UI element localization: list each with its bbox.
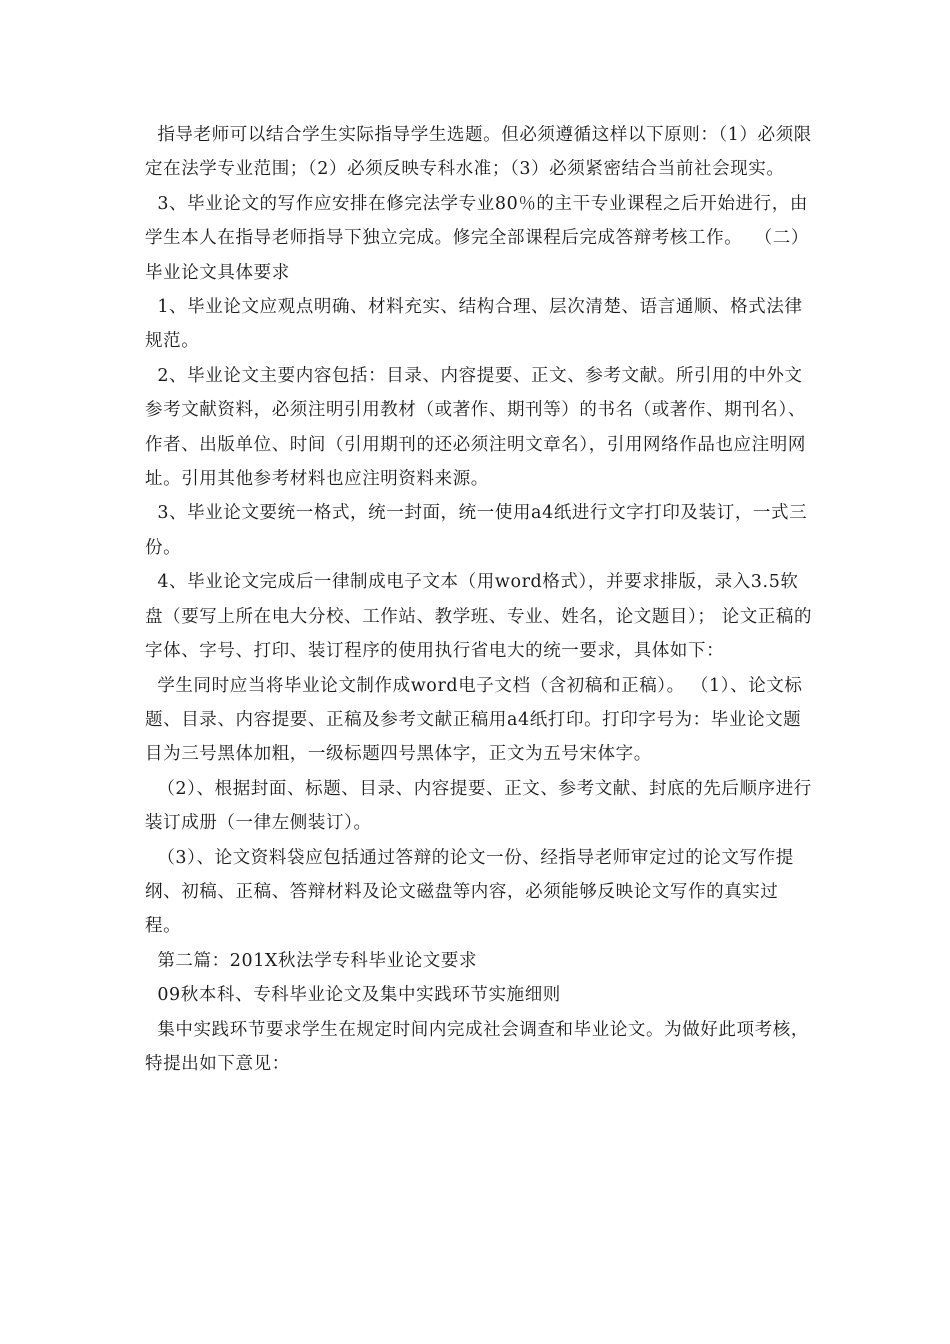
- paragraph-requirement-4: 4、毕业论文完成后一律制成电子文本（用word格式），并要求排版，录入3.5软盘（要写上所在电大分校、工作站、教学班、专业、姓名，论文题目）； 论文正稿的字体、字号、打印、装订程序的使用执行省电大的统一要求，具体如下：: [145, 572, 813, 662]
- paragraph-electronic-document: 学生同时应当将毕业论文制作成word电子文档（含初稿和正稿）。 （1）、论文标题、目录、内容提要、正稿及参考文献正稿用a4纸打印。打印字号为：毕业论文题目为三号黑体加粗，一级标题四号黑体字，正文为五号宋体字。: [145, 675, 803, 765]
- paragraph-practice-intro: 集中实践环节要求学生在规定时间内完成社会调查和毕业论文。为做好此项考核，特提出如下意见：: [145, 1019, 809, 1074]
- paragraph-writing-schedule: 3、毕业论文的写作应安排在修完法学专业80％的主干专业课程之后开始进行，由学生本人在指导老师指导下独立完成。修完全部课程后完成答辩考核工作。 （二）毕业论文具体要求: [145, 193, 809, 283]
- document-body: [145, 118, 813, 1081]
- section-heading-part-two: 第二篇：201X秋法学专科毕业论文要求: [145, 950, 478, 971]
- paragraph-binding-order: （2）、根据封面、标题、目录、内容提要、正文、参考文献、封底的先后顺序进行装订成册（一律左侧装订）。: [145, 778, 812, 834]
- paragraph-topic-principles: 指导老师可以结合学生实际指导学生选题。但必须遵循这样以下原则：（1）必须限定在法学专业范围；（2）必须反映专科水准；（3）必须紧密结合当前社会现实。: [145, 125, 812, 180]
- paragraph-material-bag: （3）、论文资料袋应包括通过答辩的论文一份、经指导老师审定过的论文写作提纲、初稿、正稿、答辩材料及论文磁盘等内容，必须能够反映论文写作的真实过程。: [145, 847, 794, 937]
- paragraph-requirement-2: 2、毕业论文主要内容包括：目录、内容提要、正文、参考文献。所引用的中外文参考文献资料，必须注明引用教材（或著作、期刊等）的书名（或著作、期刊名）、作者、出版单位、时间（引用期刊的还必须注明文章名），引用网络作品也应注明网址。引用其他参考材料也应注明资料来源。: [145, 365, 806, 490]
- paragraph-requirement-1: 1、毕业论文应观点明确、材料充实、结构合理、层次清楚、语言通顺、格式法律规范。: [145, 297, 803, 352]
- section-subheading-rules: 09秋本科、专科毕业论文及集中实践环节实施细则: [145, 985, 561, 1006]
- paragraph-requirement-3: 3、毕业论文要统一格式，统一封面，统一使用a4纸进行文字打印及装订，一式三份。: [145, 503, 808, 558]
